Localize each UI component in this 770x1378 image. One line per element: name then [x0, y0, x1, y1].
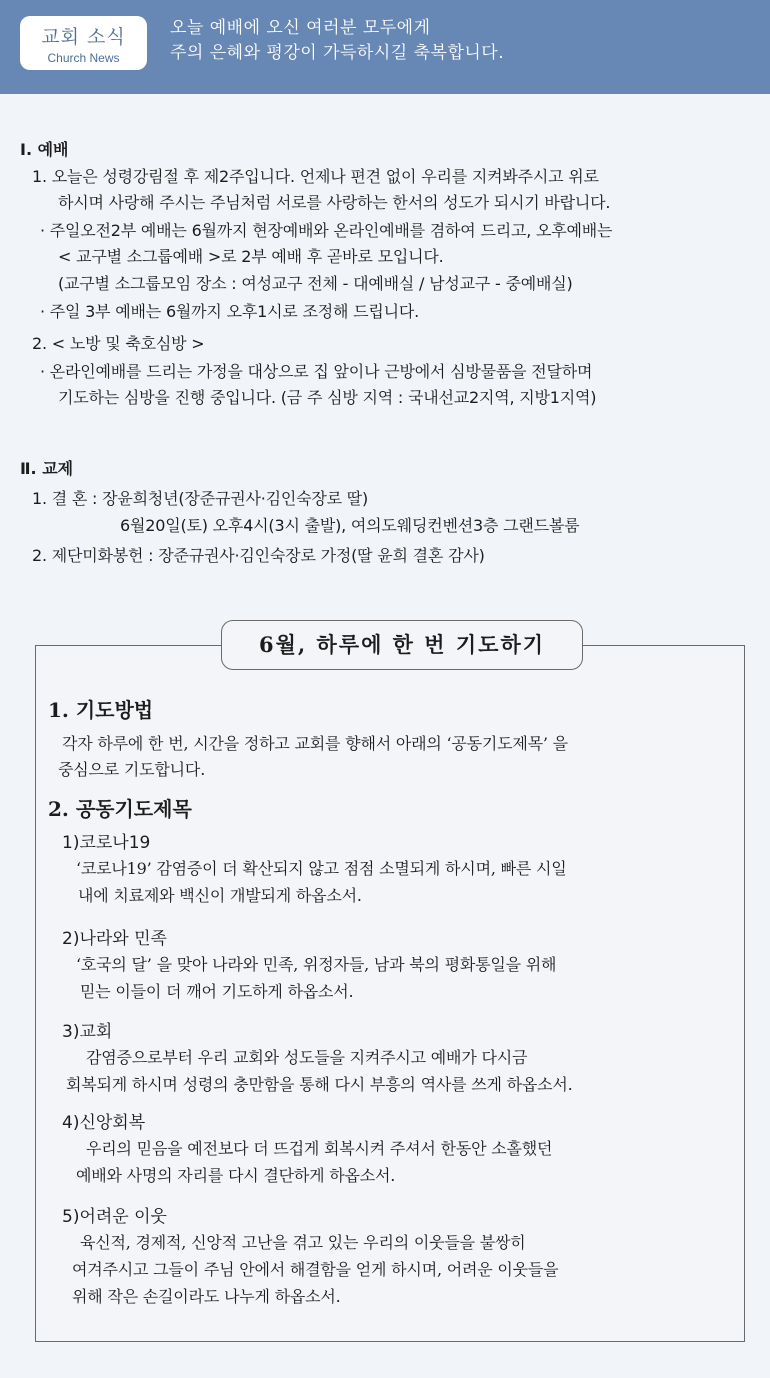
prayer-topic-heading: 1)코로나19 — [62, 833, 151, 853]
prayer-method-line: 중심으로 기도합니다. — [58, 760, 206, 779]
prayer-topic-line: 예배와 사명의 자리를 다시 결단하게 하옵소서. — [76, 1166, 396, 1185]
fellowship-line: 2. 제단미화봉헌 : 장준규권사·김인숙장로 가정(딸 윤희 결혼 감사) — [32, 546, 485, 565]
news-header — [0, 0, 770, 94]
prayer-topic-line: 내에 치료제와 백신이 개발되게 하옵소서. — [78, 886, 362, 905]
worship-line: (교구별 소그룹모임 장소 : 여성교구 전체 - 대예배실 / 남성교구 - 중예배실) — [58, 274, 573, 293]
header-message-line: 주의 은혜와 평강이 가득하시길 축복합니다. — [170, 43, 505, 63]
prayer-topic-line: ‘코로나19’ 감염증이 더 확산되지 않고 점점 소멸되게 하시며, 빠른 시일 — [76, 859, 567, 878]
prayer-topic-line: 육신적, 경제적, 신앙적 고난을 겪고 있는 우리의 이웃들을 불쌍히 — [80, 1233, 526, 1252]
worship-line: · 주일 3부 예배는 6월까지 오후1시로 조정해 드립니다. — [40, 302, 420, 321]
church-news-badge — [20, 16, 147, 70]
prayer-topic-line: ‘호국의 달’ 을 맞아 나라와 민족, 위정자들, 남과 북의 평화통일을 위해 — [76, 955, 557, 974]
prayer-topic-line: 믿는 이들이 더 깨어 기도하게 하옵소서. — [80, 982, 354, 1001]
section-worship-title: Ⅰ. 예배 — [20, 140, 69, 159]
prayer-topic-heading: 4)신앙회복 — [62, 1113, 146, 1133]
prayer-topic-line: 여겨주시고 그들이 주님 안에서 해결함을 얻게 하시며, 어려운 이웃들을 — [72, 1260, 559, 1279]
worship-line: 기도하는 심방을 진행 중입니다. (금 주 심방 지역 : 국내선교2지역, 지방1지역) — [58, 388, 597, 407]
worship-line: · 온라인예배를 드리는 가정을 대상으로 집 앞이나 근방에서 심방물품을 전달하며 — [40, 362, 593, 381]
prayer-box-title: 6월, 하루에 한 번 기도하기 — [221, 620, 583, 670]
worship-line: 1. 오늘은 성령강림절 후 제2주입니다. 언제나 편견 없이 우리를 지켜봐주시고 위로 — [32, 167, 599, 186]
worship-line: < 교구별 소그룹예배 >로 2부 예배 후 곧바로 모입니다. — [58, 247, 444, 266]
prayer-topic-heading: 5)어려운 이웃 — [62, 1207, 167, 1227]
header-message-line: 오늘 예배에 오신 여러분 모두에게 — [170, 18, 431, 38]
prayer-topic-heading: 3)교회 — [62, 1022, 113, 1042]
header-message — [170, 16, 504, 66]
prayer-topic-line: 회복되게 하시며 성령의 충만함을 통해 다시 부흥의 역사를 쓰게 하옵소서. — [66, 1075, 573, 1094]
worship-line: 2. < 노방 및 축호심방 > — [32, 334, 205, 353]
prayer-topic-line: 감염증으로부터 우리 교회와 성도들을 지켜주시고 예배가 다시금 — [86, 1048, 528, 1067]
prayer-method-line: 각자 하루에 한 번, 시간을 정하고 교회를 향해서 아래의 ‘공동기도제목’ 을 — [62, 734, 568, 753]
worship-line: · 주일오전2부 예배는 6월까지 현장예배와 온라인예배를 겸하여 드리고, 오후예배는 — [40, 221, 613, 240]
prayer-topic-line: 위해 작은 손길이라도 나누게 하옵소서. — [72, 1287, 341, 1306]
prayer-method-heading: 1. 기도방법 — [48, 698, 154, 722]
badge-subtitle: Church News — [47, 51, 120, 65]
badge-title: 교회 소식 — [41, 26, 126, 48]
prayer-topic-heading: 2)나라와 민족 — [62, 929, 167, 949]
section-fellowship-title: Ⅱ. 교제 — [20, 459, 74, 478]
prayer-topic-line: 우리의 믿음을 예전보다 더 뜨겁게 회복시켜 주셔서 한동안 소홀했던 — [86, 1139, 553, 1158]
prayer-topics-heading: 2. 공동기도제목 — [48, 797, 192, 821]
worship-line: 하시며 사랑해 주시는 주님처럼 서로를 사랑하는 한서의 성도가 되시기 바랍니다. — [58, 193, 611, 212]
fellowship-line: 6월20일(토) 오후4시(3시 출발), 여의도웨딩컨벤션3층 그랜드볼룸 — [120, 516, 580, 535]
fellowship-line: 1. 결 혼 : 장윤희청년(장준규권사·김인숙장로 딸) — [32, 489, 369, 508]
